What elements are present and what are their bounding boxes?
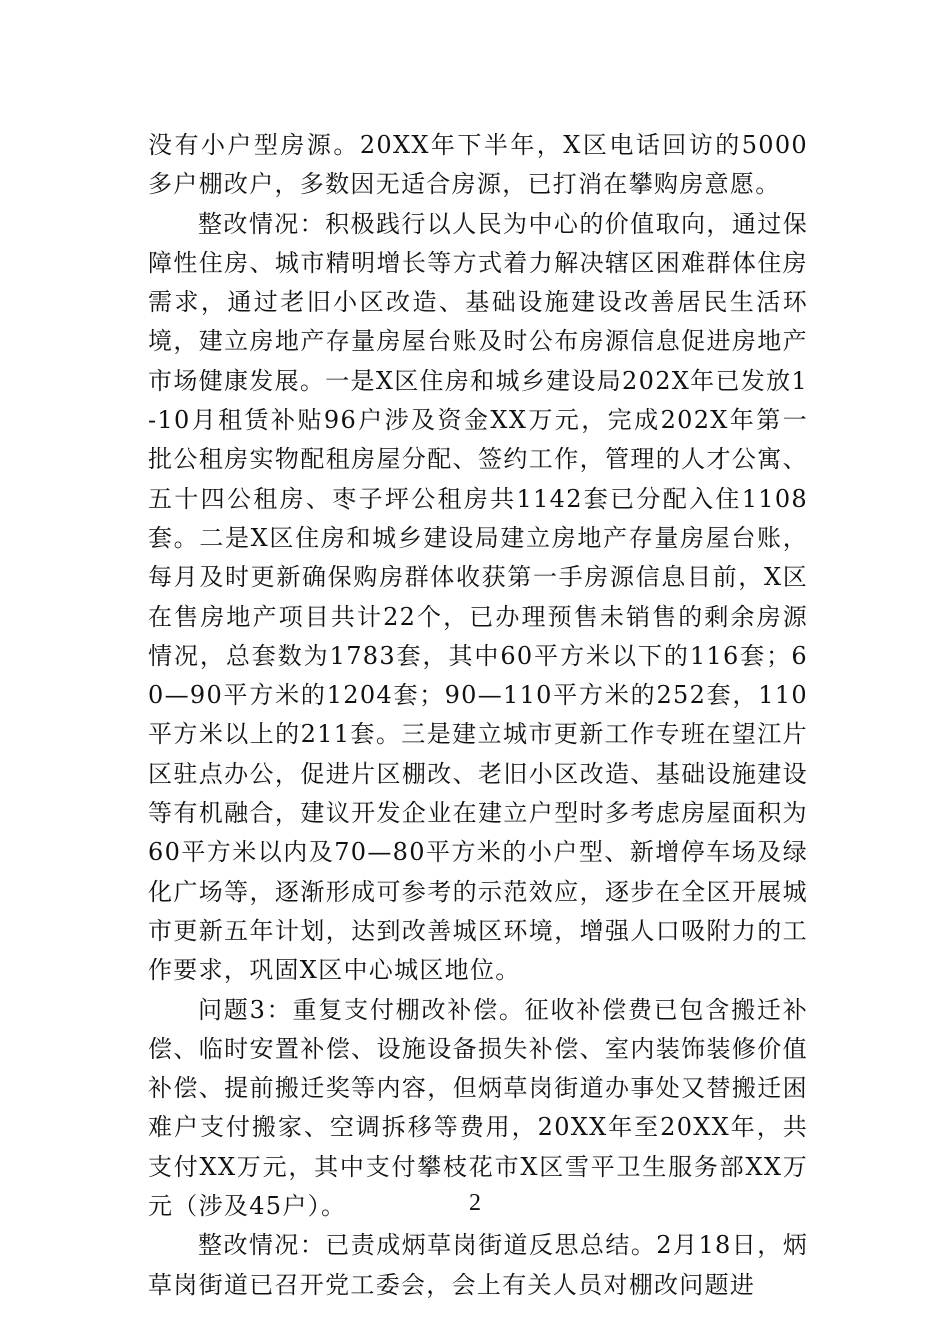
paragraph-4: 整改情况：已责成炳草岗街道反思总结。2月18日，炳草岗街道已召开党工委会，会上有关人员对棚改问题进 [148,1231,808,1299]
paragraph-3: 问题3：重复支付棚改补偿。征收补偿费已包含搬迁补偿、临时安置补偿、设施设备损失补偿、室内装饰装修价值补偿、提前搬迁奖等内容，但炳草岗街道办事处又替搬迁困难户支付搬家、空调拆移等费用，20XX年至20XX年，共支付XX万元，其中支付攀枝花市X区雪平卫生服务部XX万元（涉及45户）。 [148,995,808,1221]
paragraph-1: 没有小户型房源。20XX年下半年，X区电话回访的5000多户棚改户，多数因无适合房源，已打消在攀购房意愿。 [148,131,808,199]
document-body [148,126,808,1305]
paragraph-2: 整改情况：积极践行以人民为中心的价值取向，通过保障性住房、城市精明增长等方式着力解决辖区困难群体住房需求，通过老旧小区改造、基础设施建设改善居民生活环境，建立房地产存量房屋台账及时公布房源信息促进房地产市场健康发展。一是X区住房和城乡建设局202X年已发放1-10月租赁补贴96户涉及资金XX万元，完成202X年第一批公租房实物配租房屋分配、签约工作，管理的人才公寓、五十四公租房、枣子坪公租房共1142套已分配入住1108套。二是X区住房和城乡建设局建立房地产存量房屋台账，每月及时更新确保购房群体收获第一手房源信息目前，X区在售房地产项目共计22个，已办理预售未销售的剩余房源情况，总套数为1783套，其中60平方米以下的116套；60—90平方米的1204套；90—110平方米的252套，110平方米以上的211套。三是建立城市更新工作专班在望江片区驻点办公，促进片区棚改、老旧小区改造、基础设施建设等有机融合，建议开发企业在建立户型时多考虑房屋面积为60平方米以内及70—80平方米的小户型、新增停车场及绿化广场等，逐渐形成可参考的示范效应，逐步在全区开展城市更新五年计划，达到改善城区环境，增强人口吸附力的工作要求，巩固X区中心城区地位。 [148,209,808,985]
page-number: 2 [469,1190,481,1216]
